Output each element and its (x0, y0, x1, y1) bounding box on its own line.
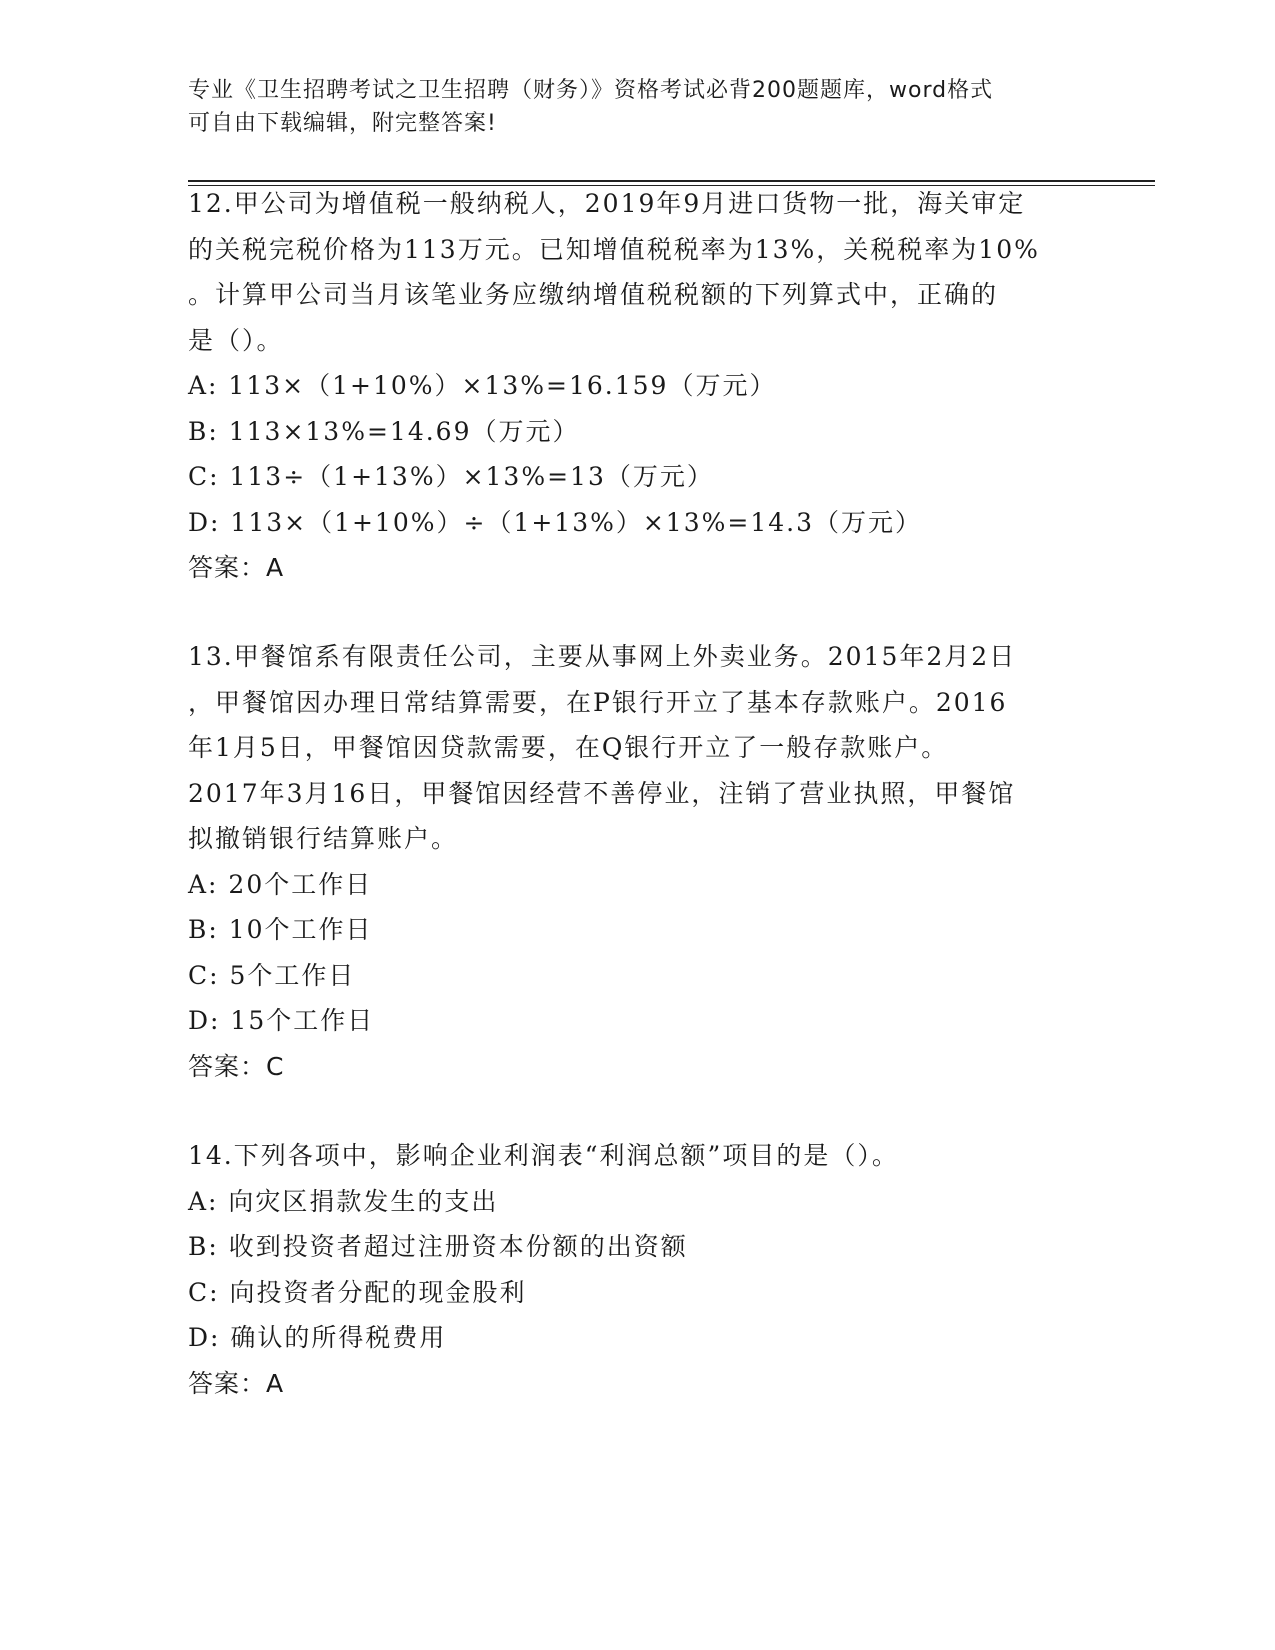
header-line-2: 可自由下载编辑，附完整答案! (188, 111, 497, 136)
option-b: B: 10个工作日 (188, 915, 373, 944)
answer-line: 答案：A (188, 1368, 285, 1398)
question-stem-line: 拟撤销银行结算账户。 (188, 824, 459, 853)
option-c: C: 113÷（1+13%）×13%=13（万元） (188, 462, 714, 491)
question-stem-line: 年1月5日，甲餐馆因贷款需要，在Q银行开立了一般存款账户。 (188, 733, 949, 762)
answer-line: 答案：A (188, 553, 285, 582)
option-c: C: 5个工作日 (188, 960, 356, 990)
option-d: D: 15个工作日 (188, 1006, 375, 1035)
question-stem-line: ，甲餐馆因办理日常结算需要，在P银行开立了基本存款账户。2016 (188, 687, 1008, 717)
option-a: A: 向灾区捐款发生的支出 (188, 1186, 499, 1216)
question-stem-line: 13.甲餐馆系有限责任公司，主要从事网上外卖业务。2015年2月2日 (188, 642, 1017, 671)
question-14 (188, 1133, 1088, 1406)
question-12 (188, 181, 1088, 591)
question-stem-line: 14.下列各项中，影响企业利润表“利润总额”项目的是（）。 (188, 1141, 899, 1170)
header-line-1: 专业《卫生招聘考试之卫生招聘（财务）》资格考试必背200题题库，word格式 (188, 78, 994, 103)
question-stem-line: 的关税完税价格为113万元。已知增值税税率为13%，关税税率为10% (188, 234, 1040, 264)
option-b: B: 113×13%=14.69（万元） (188, 416, 580, 446)
option-d: D: 确认的所得税费用 (188, 1323, 447, 1352)
option-a: A: 113×（1+10%）×13%=16.159（万元） (188, 371, 777, 400)
question-stem-line: 2017年3月16日，甲餐馆因经营不善停业，注销了营业执照，甲餐馆 (188, 778, 1016, 808)
answer-line: 答案：C (188, 1051, 285, 1081)
option-d: D: 113×（1+10%）÷（1+13%）×13%=14.3（万元） (188, 507, 922, 537)
option-a: A: 20个工作日 (188, 869, 373, 899)
option-b: B: 收到投资者超过注册资本份额的出资额 (188, 1232, 688, 1261)
option-c: C: 向投资者分配的现金股利 (188, 1277, 527, 1307)
question-stem-line: 是（）。 (188, 325, 284, 355)
question-13 (188, 634, 1088, 1089)
question-stem-line: 12.甲公司为增值税一般纳税人，2019年9月进口货物一批，海关审定 (188, 189, 1026, 218)
document-header (188, 74, 1088, 140)
question-stem-line: 。计算甲公司当月该笔业务应缴纳增值税税额的下列算式中，正确的 (188, 280, 999, 309)
